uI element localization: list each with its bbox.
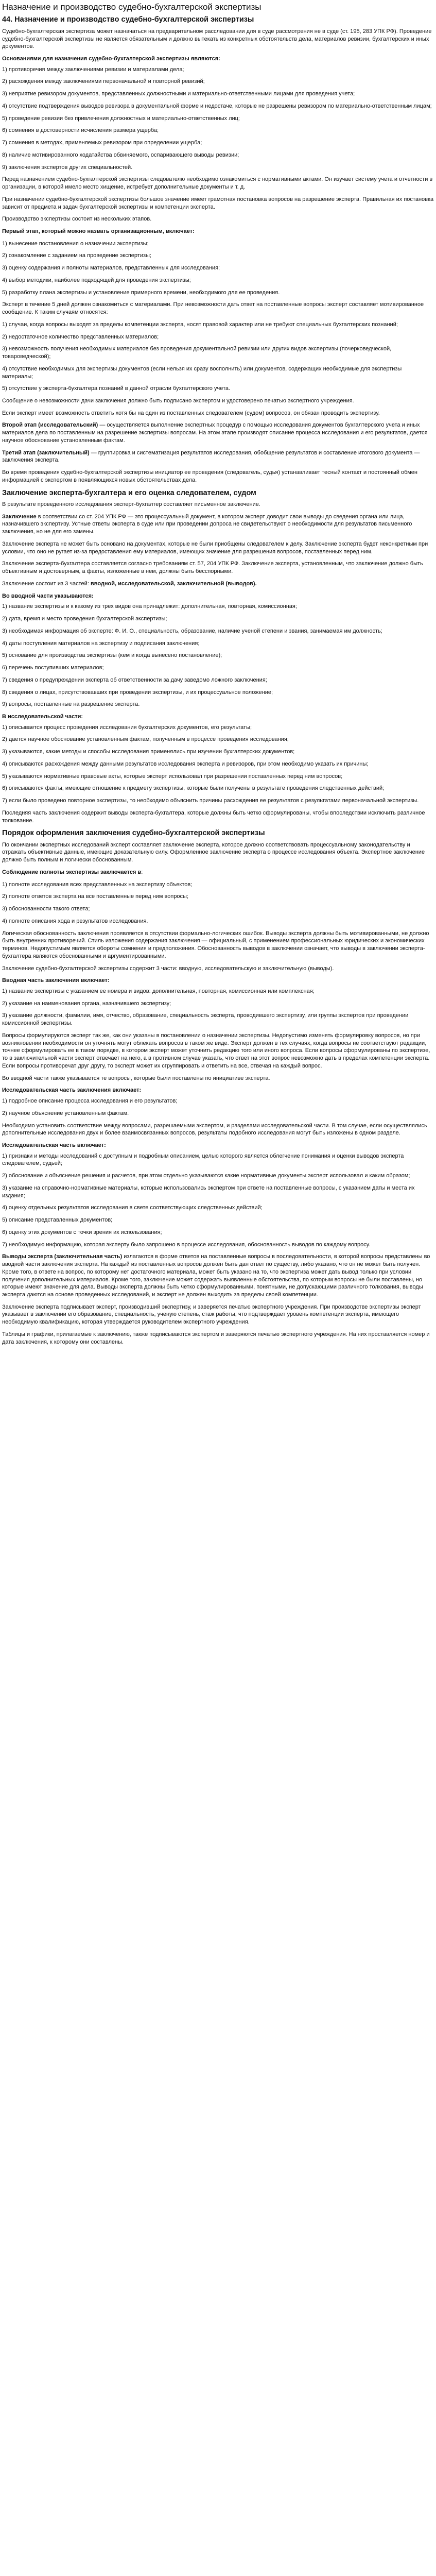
list-item: 4) отсутствие необходимых для экспертизы документов (если нельзя их сразу восполнить) или документов, содержащих необходимые для экспертизы материалы;	[2, 365, 402, 380]
list-item: 2) дата, время и место проведения бухгалтерской экспертизы;	[2, 616, 167, 622]
paragraph: Производство экспертизы состоит из нескольких этапов.	[2, 216, 152, 223]
list-item: 2) указание на наименования органа, назначившего экспертизу;	[2, 1000, 171, 1007]
list-item: 3) указание должности, фамилии, имя, отчество, образование, специальность эксперта, проводившего экспертизу, или группы экспертов при проведении комиссионной экспертизы.	[2, 1012, 409, 1027]
paragraph: Вопросы формулируются эксперт так же, как они указаны в постановлении о назначении экспертизы. Недопустимо изменять формулировку вопросов, но при возникновении необходимости он уточнять могут облекать вопросов в таком же виде. Эксперт должен в тех случаях, когда вопросы не соответствуют редакции, точнее сформулировать ее в таком порядке, в котором эксперт может уточнить редакцию того или иного вопроса. Если вопросы сформулированы по экспертизе, то в заключительной части эксперт отвечает на него, а в противном случае указать, что ответ на этот вопрос невозможно дать в пределах компетенции эксперта. Если вопросы противоречат друг другу, то эксперт может их сгруппировать и ответить на все, отвечая на каждый вопрос.	[2, 1032, 430, 1069]
paragraph: Эксперт в течение 5 дней должен ознакомиться с материалами. При невозможности дать ответ на поставленные вопросы эксперт составляет мотивированное сообщение. К таким случаям относятся:	[2, 301, 424, 316]
list-item: 8) сведения о лицах, присутствовавших при проведении экспертизы, и их процессуальное положение;	[2, 689, 273, 696]
paragraph-text: излагаются в форме ответов на поставленные вопросы в последовательности, в которой вопросы представлены во вводной части заключения эксперта. На каждый из поставленных вопросов должен быть дан ответ по существу, либо указано, что он не может быть получен. Кроме того, в ответе на вопрос, по которому нет достаточного материала, может быть указано на то, что экспертиза может дать вывод только при условии получения дополнительных материалов. Кроме того, заключение может содержать выявленные обстоятельства, по которым вопросы не были поставлены, но которые имеют значение для дела. Выводы эксперта должны быть четко сформулированными, понятными, не допускающими различного толкования, выводы эксперта даются на основе проведенных исследований, и эксперт не должен выходить за пределы своей компетенции.	[2, 1253, 430, 1298]
list-item: 2) научное объяснение установленным фактам.	[2, 1110, 129, 1116]
paragraph-lead: Соблюдение полноты экспертизы заключается в	[2, 869, 142, 875]
paragraph: Логическая обоснованность заключения проявляется в отсутствии формально-логических ошибок. Выводы эксперта должны быть мотивированными, не должно быть внутренних противоречий. Стиль изложения содержания заключения — официальный, с применением профессиональных юридических и экономических терминов. Недопустимым является обороты сомнения и предположения. Обоснованность выводов в заключении означает, что выводы в заключении эксперта-бухгалтера являются обоснованными и аргументированными.	[2, 930, 429, 959]
paragraph	[2, 449, 434, 464]
list-item: 5) указываются нормативные правовые акты, которые эксперт использовал при разрешении поставленных перед ним вопросов;	[2, 773, 343, 779]
list-item: 5) проведение ревизии без привлечения должностных и материально-ответственных лиц;	[2, 115, 240, 122]
list-item: 6) оценку этих документов с точки зрения их использования;	[2, 1229, 162, 1235]
list-item: 3) оценку содержания и полноты материалов, представленных для исследования;	[2, 265, 220, 272]
list-item: 4) отсутствие подтверждения выводов ревизора в документальной форме и недостаче, которые не разрешены ревизором по материально-ответственным лицам;	[2, 103, 432, 109]
list-item: 5) отсутствие у эксперта-бухгалтера познаний в данной отрасли бухгалтерского учета.	[2, 385, 231, 392]
section-conclusion-body	[2, 501, 434, 824]
paragraph: Необходимо установить соответствие между вопросами, разрешаемыми экспертом, и разделами исследовательской части. В том случае, если осуществлялись дополнительные исследования двух и более взаимосвязанных вопросов, результаты подобного исследования могут быть изложены в одном разделе.	[2, 1122, 427, 1137]
list-item: 4) выбор методики, наиболее подходящей для проведения экспертизы;	[2, 277, 191, 283]
paragraph: В результате проведенного исследования эксперт-бухгалтер составляет письменное заключение.	[2, 501, 260, 508]
paragraph: Заключение эксперта-бухгалтера составляется согласно требованиям ст. 57, 204 УПК РФ. Заключение эксперта, установленным, что заключение должно быть объективным и достоверным, а факты, изложенные в нем, должны быть бесспорными.	[2, 561, 423, 575]
list-item: 7) сомнения в методах, применяемых ревизором при определении ущерба;	[2, 140, 202, 146]
paragraph: При назначении судебно-бухгалтерской экспертизы большое значение имеет грамотная постановка вопросов на разрешение эксперта. Правильная их постановка зависит от предмета и задач бухгалтерской экспертизы и компетенции эксперта.	[2, 196, 434, 210]
paragraph-text: — осуществляется выполнение экспертных процедур с помощью исследования документов бухгалтерского учета и иных материалов дела по поставленным на разрешение экспертизы вопросам. На этом этапе производят описание процесса исследования и его результатов, дается научное обоснование установленным фактам.	[2, 422, 428, 444]
paragraph-lead: Второй этап (исследовательский)	[2, 422, 98, 429]
subheading: Основаниями для назначения судебно-бухгалтерской экспертизы являются:	[2, 55, 220, 62]
list-item: 7) если было проведено повторное экспертизы, то необходимо объяснить причины расхождения ее результатов с результатами первоначальной экспертизы.	[2, 798, 419, 804]
list-item: 1) противоречия между заключениями ревизии и материалами дела;	[2, 66, 184, 73]
paragraph-text: Заключение состоит из 3 частей:	[2, 580, 91, 587]
paragraph-text: в соответствии со ст. 204 УПК РФ — это процессуальный документ, в котором эксперт доводит свои выводы до сведения органа или лица, назначившего экспертизу. Устные ответы эксперта в суде или при проведении допроса не свидетельствуют о необходимости для результатов письменного заключения, но не для его замены.	[2, 513, 412, 535]
paragraph-lead: Выводы эксперта (заключительная часть)	[2, 1253, 123, 1260]
list-item: 2) расхождения между заключениями первоначальной и повторной ревизий;	[2, 78, 205, 85]
list-item: 1) подробное описание процесса исследования и его результатов;	[2, 1098, 178, 1105]
paragraph-lead: Первый этап, который можно назвать организационным, включает:	[2, 228, 195, 234]
list-item: 1) случаи, когда вопросы выходят за пределы компетенции эксперта, носят правовой характер или не требуют специальных бухгалтерских познаний;	[2, 321, 398, 328]
list-item: 5) разработку плана экспертизы и установление примерного времени, необходимого для ее проведения.	[2, 289, 280, 296]
list-item: 3) необходимая информация об эксперте: Ф. И. О., специальность, образование, наличие ученой степени и звания, занимаемая им должность;	[2, 628, 382, 634]
paragraph: Во вводной части также указывается те вопросы, которые были поставлены по инициативе эксперта.	[2, 1075, 270, 1081]
list-item: 2) ознакомление с заданием на проведение экспертизы;	[2, 252, 151, 259]
paragraph-text: :	[141, 869, 143, 875]
paragraph	[2, 580, 434, 588]
list-item: 3) обоснованности такого ответа;	[2, 906, 90, 912]
section-procedure-body	[2, 841, 434, 1346]
paragraph: По окончании экспертных исследований эксперт составляет заключение эксперта, которое должно соответствовать процессуальному законодательству и отражать объективные данные, имеющие доказательную силу. Оформленное заключение эксперта о процессе исследования объекта. Экспертное заключение должно быть полным и логически обоснованным.	[2, 841, 425, 863]
paragraph-lead: Третий этап (заключительный)	[2, 449, 90, 456]
list-item: 4) даты поступления материалов на экспертизу и подписания заключения;	[2, 640, 200, 647]
list-item: 1) признаки и методы исследований с доступным и подробным описанием, целью которого является облегчение понимания и оценки выводов эксперта следователем, судьей;	[2, 1153, 404, 1167]
list-item: 2) полноте ответов эксперта на все поставленные перед ним вопросы;	[2, 893, 189, 900]
paragraph	[2, 1253, 434, 1298]
list-item: 3) указываются, какие методы и способы исследования применялись при изучении бухгалтерских документов;	[2, 749, 295, 755]
list-item: 4) описываются расхождения между данными результатов исследования эксперта и ревизоров, при этом необходимо указать их причины;	[2, 760, 369, 767]
list-item: 3) указание на справочно-нормативные материалы, которые использовались экспертом при ответе на поставленные вопросы, с указанием даты и места их издания;	[2, 1184, 415, 1199]
list-item: 7) необходимую информацию, которая эксперту было запрошено в процессе исследования, обоснованность выводов по каждому вопросу.	[2, 1241, 371, 1248]
section-heading-procedure: Порядок оформления заключения судебно-бухгалтерской экспертизы	[2, 829, 265, 838]
list-item: 9) заключения экспертов других специальностей.	[2, 164, 133, 171]
list-item: 5) описание представленных документов;	[2, 1217, 113, 1224]
paragraph-lead: Заключение	[2, 513, 37, 520]
paragraph: Если эксперт имеет возможность ответить хотя бы на один из поставленных следователем (судом) вопросов, он обязан проводить экспертизу.	[2, 410, 380, 416]
list-item: 4) полноте описания хода и результатов исследования.	[2, 918, 148, 924]
paragraph	[2, 513, 434, 536]
section-heading-conclusion: Заключение эксперта-бухгалтера и его оценка следователем, судом	[2, 488, 256, 497]
list-item: 6) описываются факты, имеющие отношение к предмету экспертизы, которые были получены в результате проведения следственных действий;	[2, 785, 385, 792]
page-title: Назначение и производство судебно-бухгалтерской экспертизы	[2, 2, 261, 12]
paragraph: Заключение судебно-бухгалтерской экспертизы содержит 3 части: вводную, исследовательскую и заключительную (выводы).	[2, 965, 334, 972]
paragraph-text: — группировка и систематизация результатов исследования, обобщение результатов и составление итогового документа — заключения эксперта.	[2, 449, 420, 464]
paragraph: Перед назначением судебно-бухгалтерской экспертизы следователю необходимо ознакомиться с нормативными актами. Он изучает систему учета и отчетности в организации, в которой имело место хищение, истребует дополнительные документы и т. д.	[2, 176, 433, 191]
list-item: 1) полноте исследования всех представленных на экспертизу объектов;	[2, 881, 193, 888]
list-item: 2) недостаточное количество представленных материалов;	[2, 333, 159, 340]
list-item: 6) перечень поступивших материалов;	[2, 665, 104, 671]
list-item: 6) сомнения в достоверности исчисления размера ущерба;	[2, 127, 159, 134]
list-item: 8) наличие мотивированного ходатайства обвиняемого, оспаривающего выводы ревизии;	[2, 151, 239, 158]
list-item: 2) дается научное обоснование установленным фактам, полученным в процессе проведения исследования;	[2, 736, 289, 743]
list-item: 4) оценку отдельных результатов исследования в свете соответствующих следственных действий;	[2, 1205, 263, 1211]
paragraph: Судебно-бухгалтерская экспертиза может назначаться на предварительном расследовании для в суде рассмотрения не в суде (ст. 195, 283 УПК РФ). Проведение судебно-бухгалтерской экспертизы не является обязательным и должно вытекать из конкретных обстоятельств дела, материалов ревизии, бухгалтерских и иных документов.	[2, 28, 432, 50]
paragraph: Во время проведения судебно-бухгалтерской экспертизы инициатор ее проведения (следователь, судья) устанавливает тесный контакт и постоянный обмен информацией с экспертом в появляющихся новых обстоятельствах дела.	[2, 469, 417, 483]
paragraph: Заключение эксперта не может быть основано на документах, которые не были приобщены следователем к делу. Заключение эксперта будет неконкретным при условии, что оно не ругает из-за предоставления ему материалов, имеющих значение для разрешения вопросов, поставленных перед ним.	[2, 540, 428, 555]
list-item: 2) обоснование и объяснение решения и расчетов, при этом отдельно указываются какие нормативные документы эксперт использовал и каким образом;	[2, 1173, 410, 1179]
list-item: 3) невозможность получения необходимых материалов без проведения документальной ревизии или других видов экспертизы (почерковедческой, товароведческой);	[2, 346, 392, 360]
paragraph: Заключение эксперта подписывает эксперт, производивший экспертизу, и заверяется печатью экспертного учреждения. При производстве экспертизы эксперт указывает в заключении его образование, специальность, ученую степень, стаж работы, что подтверждает уровень компетенции эксперта, имеющего необходимую квалификацию, которая утверждается руководителем экспертного учреждения.	[2, 1303, 421, 1326]
section-appointment-body	[2, 28, 434, 484]
list-item: 1) описывается процесс проведения исследования бухгалтерских документов, его результаты;	[2, 724, 252, 731]
subheading: В исследовательской части:	[2, 713, 83, 720]
paragraph	[2, 421, 434, 444]
list-item: 1) вынесение постановления о назначении экспертизы;	[2, 240, 149, 247]
paragraph: Сообщение о невозможности дачи заключения должно быть подписано экспертом и удостоверено печатью экспертного учреждения.	[2, 398, 354, 404]
paragraph	[2, 869, 434, 876]
subheading: Во вводной части указываются:	[2, 592, 94, 599]
list-item: 1) название экспертизы с указанием ее номера и видов: дополнительная, повторная, комиссионная или комплексная;	[2, 988, 315, 994]
list-item: 9) вопросы, поставленные на разрешение эксперта.	[2, 701, 140, 708]
paragraph	[2, 228, 434, 235]
paragraph: Последняя часть заключения содержит выводы эксперта-бухгалтера, которые должны быть четко сформулированы, чтобы впоследствии исключить различное толкование.	[2, 809, 425, 824]
section-heading-appointment: 44. Назначение и производство судебно-бухгалтерской экспертизы	[2, 15, 254, 24]
subheading: Исследовательская часть заключения включает:	[2, 1087, 142, 1094]
list-item: 1) название экспертизы и к какому из трех видов она принадлежит: дополнительная, повторная, комиссионная;	[2, 603, 297, 610]
subheading: Вводная часть заключения включает:	[2, 977, 110, 984]
paragraph: Таблицы и графики, прилагаемые к заключению, также подписываются экспертом и заверяются печатью экспертного учреждения. На них проставляется номер и дата заключения, к которому они составлены.	[2, 1331, 430, 1345]
subheading: Исследовательская часть включает:	[2, 1142, 106, 1148]
list-item: 7) сведения о предупреждении эксперта об ответственности за дачу заведомо ложного заключения;	[2, 676, 267, 683]
list-item: 3) неприятие ревизором документов, представленных должностными и материально-ответственными лицами для проведения учета;	[2, 91, 355, 97]
paragraph-tail: вводной, исследовательской, заключительной (выводов).	[90, 580, 257, 587]
list-item: 5) основание для производства экспертизы (кем и когда вынесено постановление);	[2, 652, 222, 659]
